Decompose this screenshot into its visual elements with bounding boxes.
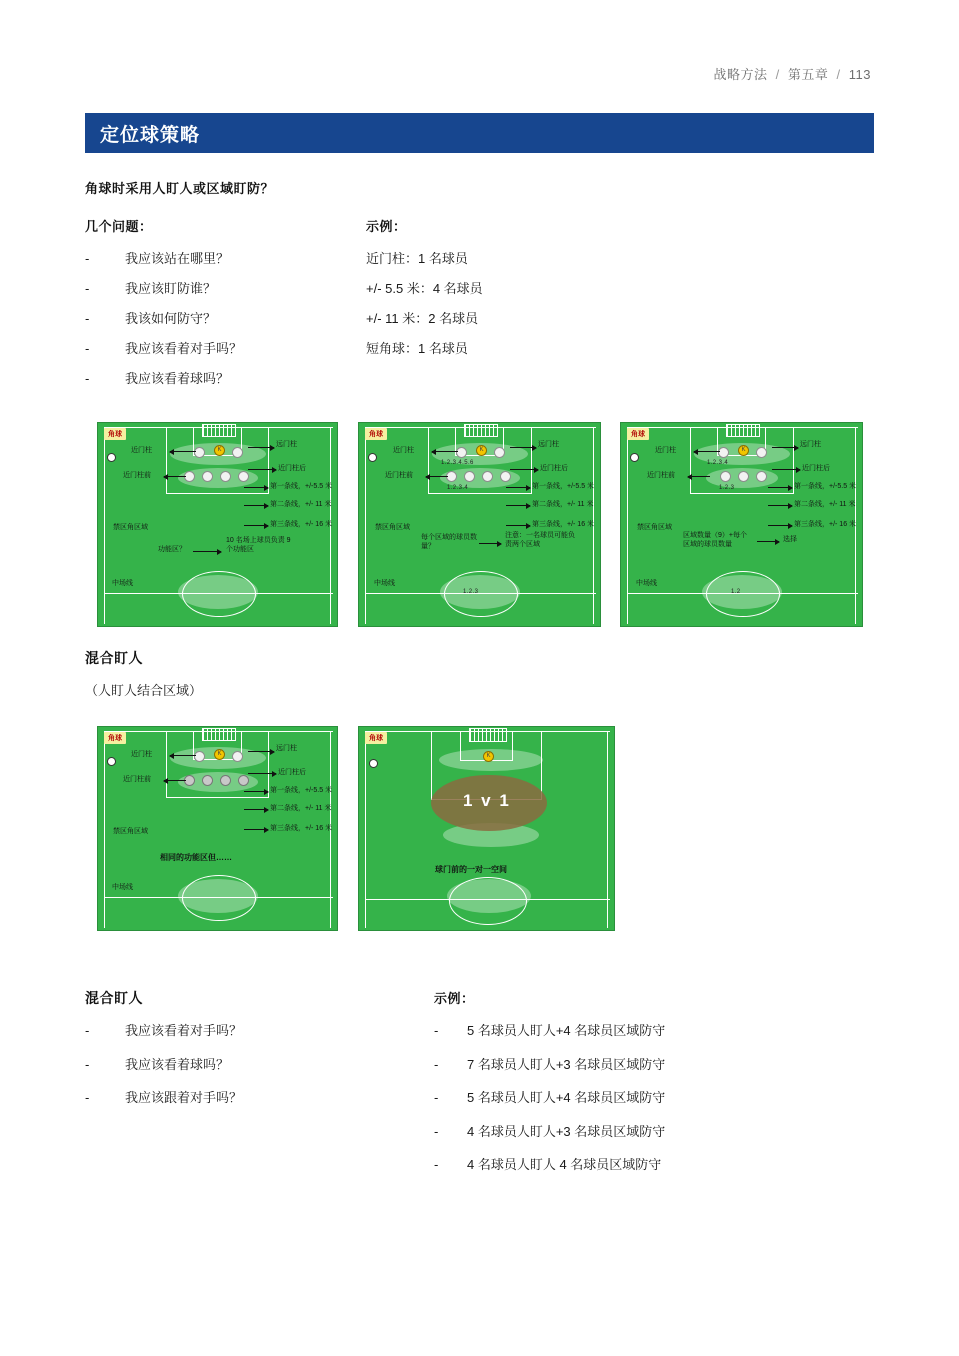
breadcrumb [713, 64, 871, 83]
question-text: 我应该看着球吗？ [125, 371, 230, 387]
player-marker [464, 471, 475, 482]
list-item [85, 1090, 405, 1106]
corner-tag: 角球 [365, 428, 387, 440]
ball-icon [369, 759, 378, 768]
ball-icon [630, 453, 639, 462]
goalkeeper-marker: K [738, 445, 749, 456]
corner-tag: 角球 [365, 732, 387, 744]
example-text: 5 名球员人盯人+4 名球员区域防守 [467, 1090, 666, 1106]
example-text: 5 名球员人盯人+4 名球员区域防守 [467, 1023, 666, 1038]
pitch-diagram-3 [620, 422, 863, 627]
goalkeeper-marker: K [476, 445, 487, 456]
ball-icon [368, 453, 377, 462]
section2-heading: 混合盯人 [85, 650, 143, 666]
label-penalty-corner-zone: 禁区角区域 [113, 828, 148, 835]
label-line-2: 第二条线，+/- 11 米 [270, 805, 332, 812]
ball-icon [107, 757, 116, 766]
label-behind-near-post: 近门柱后 [802, 465, 830, 472]
list-item [434, 1157, 854, 1173]
label-halfway-line: 中场线 [636, 580, 657, 587]
question-text: 我应该盯防谁？ [125, 281, 217, 297]
pitch-diagram-1 [97, 422, 338, 627]
list-item [434, 1023, 854, 1039]
list-item [85, 371, 405, 387]
player-marker [202, 775, 213, 786]
label-halfway-line: 中场线 [374, 580, 395, 587]
bullet-dash: - [85, 371, 90, 387]
example-text: +/- 11 米：2 名球员 [366, 311, 479, 327]
example-text: 短角球：1 名球员 [366, 341, 468, 357]
page-title: 定位球策略 [100, 124, 201, 146]
label-near-post: 近门柱 [131, 447, 152, 454]
label-line-1: 第一条线，+/-5.5 米 [532, 483, 595, 490]
label-behind-near-post: 近门柱后 [540, 465, 568, 472]
question-text: 我应该跟着对手吗？ [125, 1090, 243, 1106]
breadcrumb-chapter: 第五章 [787, 67, 829, 82]
zone-numbers-top: 1.2.3.4.5.6 [441, 460, 474, 466]
bullet-dash: - [434, 1157, 439, 1173]
list-item [85, 1023, 405, 1039]
label-halfway-line: 中场线 [112, 884, 133, 891]
page-number: 113 [848, 67, 871, 82]
label-behind-near-post: 近门柱后 [278, 465, 306, 472]
example-text: 4 名球员人盯人+3 名球员区域防守 [467, 1123, 666, 1139]
label-zone-count-note: 区域数量（9）+每个区域的球员数量 [683, 532, 747, 549]
section3-question-list [85, 1023, 405, 1124]
label-line-1: 第一条线，+/-5.5 米 [270, 483, 333, 490]
player-marker [756, 447, 767, 458]
list-item [434, 1124, 854, 1140]
player-marker [456, 447, 467, 458]
section3-heading: 混合盯人 [85, 990, 143, 1006]
ball-icon [107, 453, 116, 462]
label-line-2: 第二条线，+/- 11 米 [270, 501, 332, 508]
label-penalty-corner-zone: 禁区角区域 [375, 524, 410, 531]
player-marker [194, 751, 205, 762]
goalkeeper-marker: K [214, 445, 225, 456]
list-item [366, 311, 696, 327]
bullet-dash: - [434, 1023, 439, 1038]
label-near-post: 近门柱 [131, 751, 152, 758]
question-text: 我应该站在哪里？ [125, 251, 230, 266]
goalkeeper-marker: K [214, 749, 225, 760]
bullet-dash: - [85, 341, 90, 357]
player-marker [720, 471, 731, 482]
list-item [85, 341, 405, 357]
label-penalty-corner-zone: 禁区角区域 [637, 524, 672, 531]
player-marker [738, 471, 749, 482]
question-text: 我应该看着对手吗？ [125, 1023, 243, 1038]
pitch-diagram-2 [358, 422, 601, 627]
label-behind-near-post: 近门柱后 [278, 769, 306, 776]
player-marker [238, 775, 249, 786]
player-marker [232, 751, 243, 762]
player-marker [238, 471, 249, 482]
section1-heading: 角球时采用人盯人或区域盯防？ [85, 181, 275, 196]
label-functional-zone-note: 10 名场上球员负责 9 个功能区 [226, 537, 291, 554]
example-text: +/- 5.5 米：4 名球员 [366, 281, 483, 297]
breadcrumb-section: 战略方法 [713, 67, 768, 82]
player-marker [500, 471, 511, 482]
section1-question-list [85, 251, 405, 401]
section1-questions-heading: 几个问题： [85, 219, 153, 234]
label-near-post: 近门柱 [655, 447, 676, 454]
section3-examples-heading: 示例： [434, 991, 475, 1006]
section3-example-list [434, 1023, 854, 1191]
label-mixed-note: 相同的功能区但…… [160, 853, 232, 862]
section1-examples-heading: 示例： [366, 219, 407, 234]
bullet-dash: - [85, 1023, 90, 1038]
bullet-dash: - [85, 281, 90, 297]
example-text: 近门柱：1 名球员 [366, 251, 468, 266]
zone-numbers-mid: 1.2.3.4 [447, 485, 469, 491]
label-line-1: 第一条线，+/-5.5 米 [794, 483, 857, 490]
label-functional-zone-question: 功能区？ [158, 546, 186, 553]
list-item [434, 1090, 854, 1106]
label-line-3: 第三条线，+/- 16 米 [794, 521, 857, 528]
label-far-post: 远门柱 [276, 441, 297, 448]
label-zone-players-question: 每个区域的球员数量？ [421, 534, 477, 551]
zone-numbers-bottom: 1.2 [731, 589, 741, 595]
label-halfway-line: 中场线 [112, 580, 133, 587]
label-line-1: 第一条线，+/-5.5 米 [270, 787, 333, 794]
player-marker [220, 775, 231, 786]
goalkeeper-marker: K [483, 751, 494, 762]
zone-numbers-mid: 1.2.3 [719, 485, 735, 491]
bullet-dash: - [434, 1090, 439, 1106]
label-line-3: 第三条线，+/- 16 米 [270, 521, 333, 528]
label-line-3: 第三条线，+/- 16 米 [270, 825, 333, 832]
list-item [366, 341, 696, 357]
corner-tag: 角球 [627, 428, 649, 440]
question-text: 我应该看着对手吗？ [125, 341, 243, 357]
label-penalty-corner-zone: 禁区角区域 [113, 524, 148, 531]
pitch-diagram-5 [358, 726, 615, 931]
list-item [366, 281, 696, 297]
zone-numbers-top: 1.2.3.4 [707, 460, 729, 466]
label-line-3: 第三条线，+/- 16 米 [532, 521, 595, 528]
bullet-dash: - [85, 1056, 90, 1072]
player-marker [202, 471, 213, 482]
player-marker [482, 471, 493, 482]
question-text: 我该如何防守？ [125, 311, 217, 327]
list-item [434, 1057, 854, 1073]
label-far-post: 远门柱 [800, 441, 821, 448]
list-item [85, 251, 405, 267]
label-choose: 选择 [783, 536, 797, 543]
example-text: 4 名球员人盯人 4 名球员区域防守 [467, 1157, 662, 1173]
breadcrumb-separator-2: / [836, 67, 841, 82]
page-title-bar [85, 113, 874, 153]
list-item [85, 1057, 405, 1073]
label-far-post: 远门柱 [538, 441, 559, 448]
bullet-dash: - [434, 1056, 439, 1072]
example-text: 7 名球员人盯人+3 名球员区域防守 [467, 1056, 666, 1072]
bullet-dash: - [434, 1123, 439, 1139]
pitch-diagram-4 [97, 726, 338, 931]
label-near-post: 近门柱 [393, 447, 414, 454]
player-marker [194, 447, 205, 458]
corner-tag: 角球 [104, 732, 126, 744]
label-line-2: 第二条线，+/- 11 米 [532, 501, 594, 508]
label-one-v-one: 1 v 1 [463, 791, 511, 810]
label-front-near-post: 近门柱前 [123, 776, 151, 783]
question-text: 我应该看着球吗？ [125, 1056, 230, 1072]
zone-numbers-bottom: 1.2.3 [463, 589, 479, 595]
section2-subnote: （人盯人结合区域） [85, 683, 203, 698]
player-marker [232, 447, 243, 458]
player-marker [756, 471, 767, 482]
list-item [366, 251, 696, 267]
player-marker [718, 447, 729, 458]
label-one-v-one-caption: 球门前的一对一空间 [435, 865, 507, 874]
player-marker [494, 447, 505, 458]
label-line-2: 第二条线，+/- 11 米 [794, 501, 856, 508]
label-front-near-post: 近门柱前 [385, 472, 413, 479]
label-far-post: 远门柱 [276, 745, 297, 752]
section1-example-list [366, 251, 696, 371]
breadcrumb-separator-1: / [775, 67, 780, 82]
bullet-dash: - [85, 311, 90, 327]
corner-tag: 角球 [104, 428, 126, 440]
label-zone-players-note: 注意：一名球员可能负责两个区域 [505, 532, 575, 549]
player-marker [220, 471, 231, 482]
list-item [85, 281, 405, 297]
bullet-dash: - [85, 1090, 90, 1106]
bullet-dash: - [85, 251, 90, 266]
label-front-near-post: 近门柱前 [647, 472, 675, 479]
list-item [85, 311, 405, 327]
label-front-near-post: 近门柱前 [123, 472, 151, 479]
